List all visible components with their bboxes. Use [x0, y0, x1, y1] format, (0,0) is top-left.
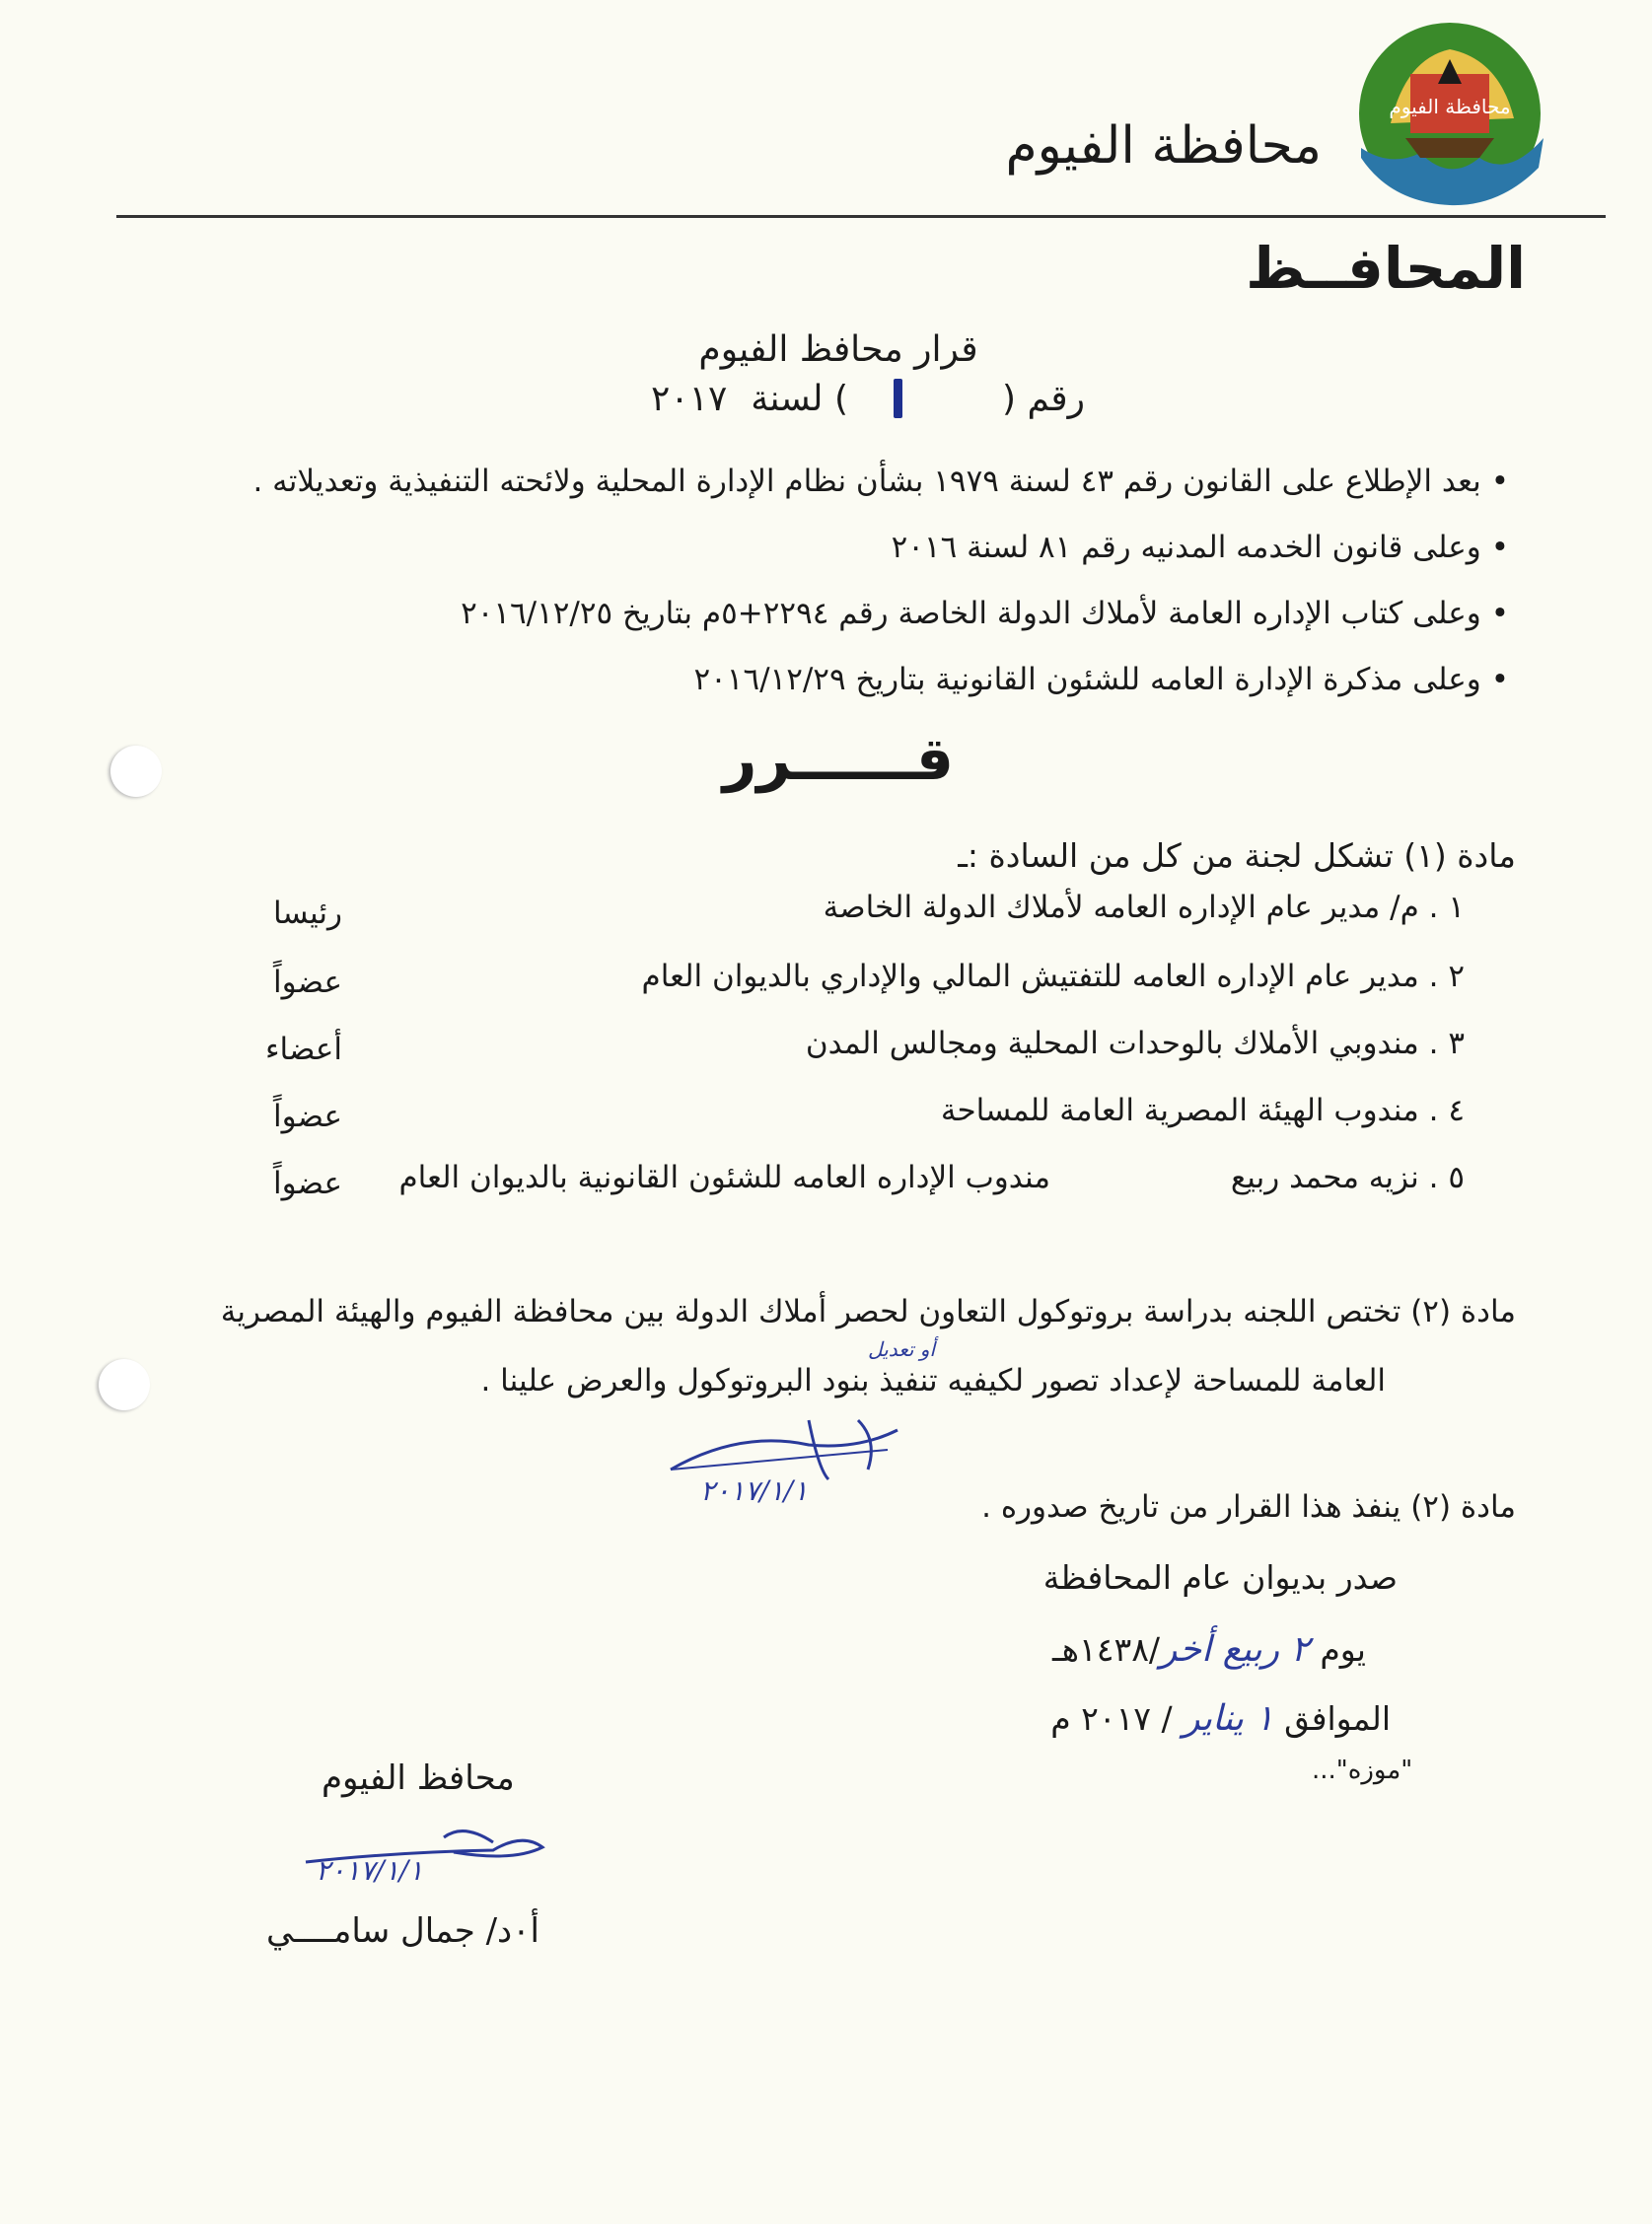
ink-mark [894, 379, 902, 418]
preamble-line: •وعلى مذكرة الإدارة العامه للشئون القانونية بتاريخ ٢٠١٦/١٢/٢٩ [693, 662, 1509, 697]
handwritten-insert: أو تعديل [868, 1337, 935, 1361]
member-item [941, 1093, 1465, 1128]
preamble-text: وعلى مذكرة الإدارة العامه للشئون القانونية بتاريخ ٢٠١٦/١٢/٢٩ [693, 662, 1481, 697]
number-close: ) لسنة [751, 379, 848, 419]
preamble-line: •بعد الإطلاع على القانون رقم ٤٣ لسنة ١٩٧٩ بشأن نظام الإدارة المحلية ولائحته التنفيذية وتعديلاته . [252, 464, 1509, 499]
gregorian-label: الموافق [1284, 1699, 1391, 1738]
member-role: عضواً [272, 1166, 342, 1201]
office-title: المحافــظ [1246, 235, 1526, 302]
governorate-name: محافظة الفيوم [1005, 116, 1322, 176]
article-3: مادة (٢) ينفذ هذا القرار من تاريخ صدوره . [981, 1489, 1516, 1525]
member-text: م/ مدير عام الإداره العامه لأملاك الدولة الخاصة [823, 890, 1419, 925]
preamble-line: •وعلى قانون الخدمه المدنيه رقم ٨١ لسنة ٢٠١٦ [891, 530, 1509, 565]
decision-year: ٢٠١٧ [651, 379, 728, 419]
logo-text: محافظة الفيوم [1389, 95, 1511, 118]
signature-date: ٢٠١٧/١/١ [316, 1854, 424, 1887]
preamble-text: وعلى قانون الخدمه المدنيه رقم ٨١ لسنة ٢٠١٦ [891, 530, 1481, 565]
number-label: رقم ( [1001, 379, 1085, 419]
signatory-name: أ٠د/ جمال سامــــي [266, 1911, 539, 1951]
governorate-logo [1351, 20, 1548, 207]
member-number: ٢ . [1428, 959, 1465, 994]
member-text-secondary: مندوب الإداره العامه للشئون القانونية بالديوان العام [398, 1160, 1050, 1195]
preamble-text: بعد الإطلاع على القانون رقم ٤٣ لسنة ١٩٧٩ بشأن نظام الإدارة المحلية ولائحته التنفيذية وتعديلاته . [252, 464, 1481, 499]
article-1-heading: مادة (١) تشكل لجنة من كل من السادة :ـ [958, 836, 1516, 875]
member-text: نزيه محمد ربيع [1230, 1160, 1419, 1195]
member-number: ٣ . [1428, 1026, 1465, 1061]
member-role: أعضاء [264, 1032, 342, 1067]
article-2-line-2: العامة للمساحة لإعداد تصور لكيفيه تنفيذ بنود البروتوكول والعرض علينا . [480, 1363, 1386, 1399]
article-2-line-1: مادة (٢) تختص اللجنه بدراسة بروتوكول التعاون لحصر أملاك الدولة بين محافظة الفيوم والهيئة المصرية [220, 1294, 1516, 1329]
clerk-initials: "موزه"... [1312, 1756, 1413, 1785]
signature-title: محافظ الفيوم [322, 1758, 515, 1798]
gregorian-date-line [1050, 1698, 1391, 1739]
member-number: ٤ . [1428, 1093, 1465, 1128]
handwritten-date: ٢٠١٧/١/١ [700, 1474, 809, 1507]
member-number: ١ . [1428, 890, 1465, 925]
member-item [806, 1026, 1465, 1061]
member-role: عضواً [272, 965, 342, 1000]
member-item [642, 959, 1465, 994]
decision-title: قرار محافظ الفيوم [698, 329, 978, 370]
punch-hole-bottom [99, 1359, 150, 1410]
member-role: عضواً [272, 1099, 342, 1134]
hijri-year: /١٤٣٨هـ [1051, 1630, 1161, 1669]
member-number: ٥ . [1428, 1160, 1465, 1195]
gregorian-handwritten: ١ يناير [1183, 1698, 1274, 1739]
issued-at: صدر بديوان عام المحافظة [1042, 1558, 1398, 1597]
preamble-text: وعلى كتاب الإداره العامة لأملاك الدولة الخاصة رقم ٢٢٩٤+٥م بتاريخ ٢٠١٦/١٢/٢٥ [461, 596, 1481, 631]
gregorian-year: / ٢٠١٧ م [1050, 1699, 1173, 1738]
member-item [824, 890, 1465, 925]
hijri-date-line [1052, 1629, 1366, 1670]
decided-heading: قــــــرر [722, 725, 955, 794]
member-text: مندوبي الأملاك بالوحدات المحلية ومجالس المدن [805, 1026, 1419, 1061]
member-item [1231, 1160, 1465, 1195]
header-rule [116, 215, 1606, 218]
hijri-handwritten: ٢ ربيع أخر [1160, 1629, 1310, 1670]
member-text: مدير عام الإداره العامه للتفتيش المالي والإداري بالديوان العام [641, 959, 1419, 994]
decision-number-line [552, 379, 1085, 426]
member-text: مندوب الهيئة المصرية العامة للمساحة [940, 1093, 1419, 1128]
punch-hole-top [110, 746, 162, 797]
member-role: رئيسا [272, 896, 342, 931]
preamble-line: •وعلى كتاب الإداره العامة لأملاك الدولة الخاصة رقم ٢٢٩٤+٥م بتاريخ ٢٠١٦/١٢/٢٥ [461, 596, 1509, 631]
hijri-label: يوم [1320, 1630, 1366, 1669]
